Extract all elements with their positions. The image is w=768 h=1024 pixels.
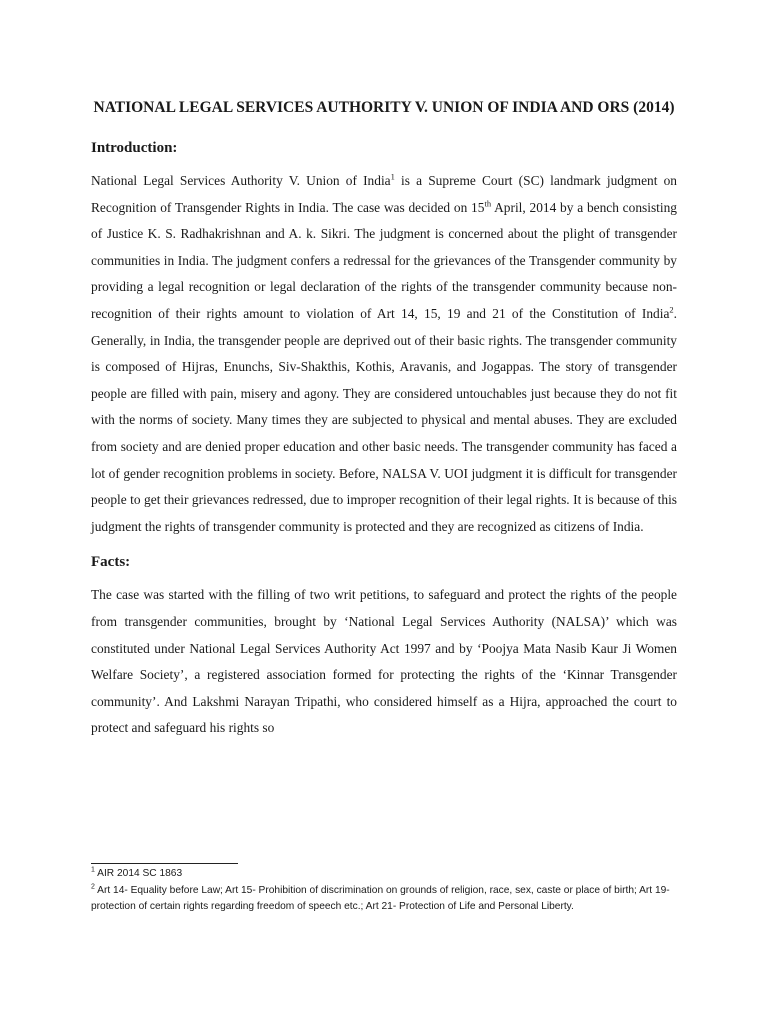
- document-body: [91, 94, 677, 752]
- footnote-text: AIR 2014 SC 1863: [94, 868, 183, 879]
- footnote-text: Art 14- Equality before Law; Art 15- Prohibition of discrimination on grounds of religion, race, sex, caste or place of birth; Art 19- protection of certain rights regarding freedom of speech etc.; Art 21- Protection of Life and Personal Liberty.: [91, 884, 670, 912]
- facts-heading: Facts:: [91, 554, 131, 571]
- footnote-2: [91, 883, 677, 916]
- footnotes: [91, 866, 677, 916]
- intro-text-3: April, 2014 by a bench consisting of Justice K. S. Radhakrishnan and A. k. Sikri. The judgment is concerned about the plight of transgender communities in India. The judgment confers a redressal for the grievances of the Transgender community by providing a legal recognition or legal declaration of the rights of the transgender community because non-recognition of their rights amount to violation of Art 14, 15, 19 and 21 of the Constitution of India: [91, 199, 677, 321]
- footnote-number: 1: [91, 866, 95, 874]
- intro-text-1: National Legal Services Authority V. Union of India: [91, 173, 391, 188]
- introduction-heading: Introduction:: [91, 140, 178, 156]
- intro-text-4: . Generally, in India, the transgender people are deprived out of their basic rights. The transgender community is composed of Hijras, Enunchs, Siv-Shakthis, Kothis, Aravanis, and Jogappas. The story of transgender people are filled with pain, misery and agony. They are considered untouchables just because they do not fit with the norms of society. Many times they are subjected to physical and mental abuses. They are excluded from society and are denied proper education and other basic needs. The transgender community has faced a lot of gender recognition problems in society. Before, NALSA V. UOI judgment it is difficult for transgender people to get their grievances redressed, due to improper recognition of their legal rights. It is because of this judgment the rights of transgender community is protected and they are recognized as citizens of India.: [91, 305, 677, 534]
- footnote-ref-1: 1: [390, 171, 395, 182]
- introduction-paragraph: [91, 168, 677, 540]
- intro-text-2: is a Supreme Court (SC) landmark judgment on Recognition of Transgender Rights in India. The case was decided on 15: [91, 173, 677, 215]
- footnote-separator: [91, 863, 238, 864]
- footnote-1: [91, 866, 677, 883]
- ordinal-suffix: th: [484, 198, 492, 209]
- facts-paragraph: The case was started with the filling of two writ petitions, to safeguard and protect the rights of the people from transgender communities, brought by ‘National Legal Services Authority (NALSA)’ which was constituted under National Legal Services Authority Act 1997 and by ‘Poojya Mata Nasib Kaur Ji Women Welfare Society’, a registered association formed for protecting the rights of the ‘Kinnar Transgender community’. And Lakshmi Narayan Tripathi, who considered himself as a Hijra, approached the court to protect and safeguard his rights so: [91, 587, 677, 736]
- footnote-number: 2: [91, 883, 95, 891]
- footnote-ref-2: 2: [669, 304, 674, 315]
- document-title: NATIONAL LEGAL SERVICES AUTHORITY V. UNION OF INDIA AND ORS (2014): [93, 99, 675, 116]
